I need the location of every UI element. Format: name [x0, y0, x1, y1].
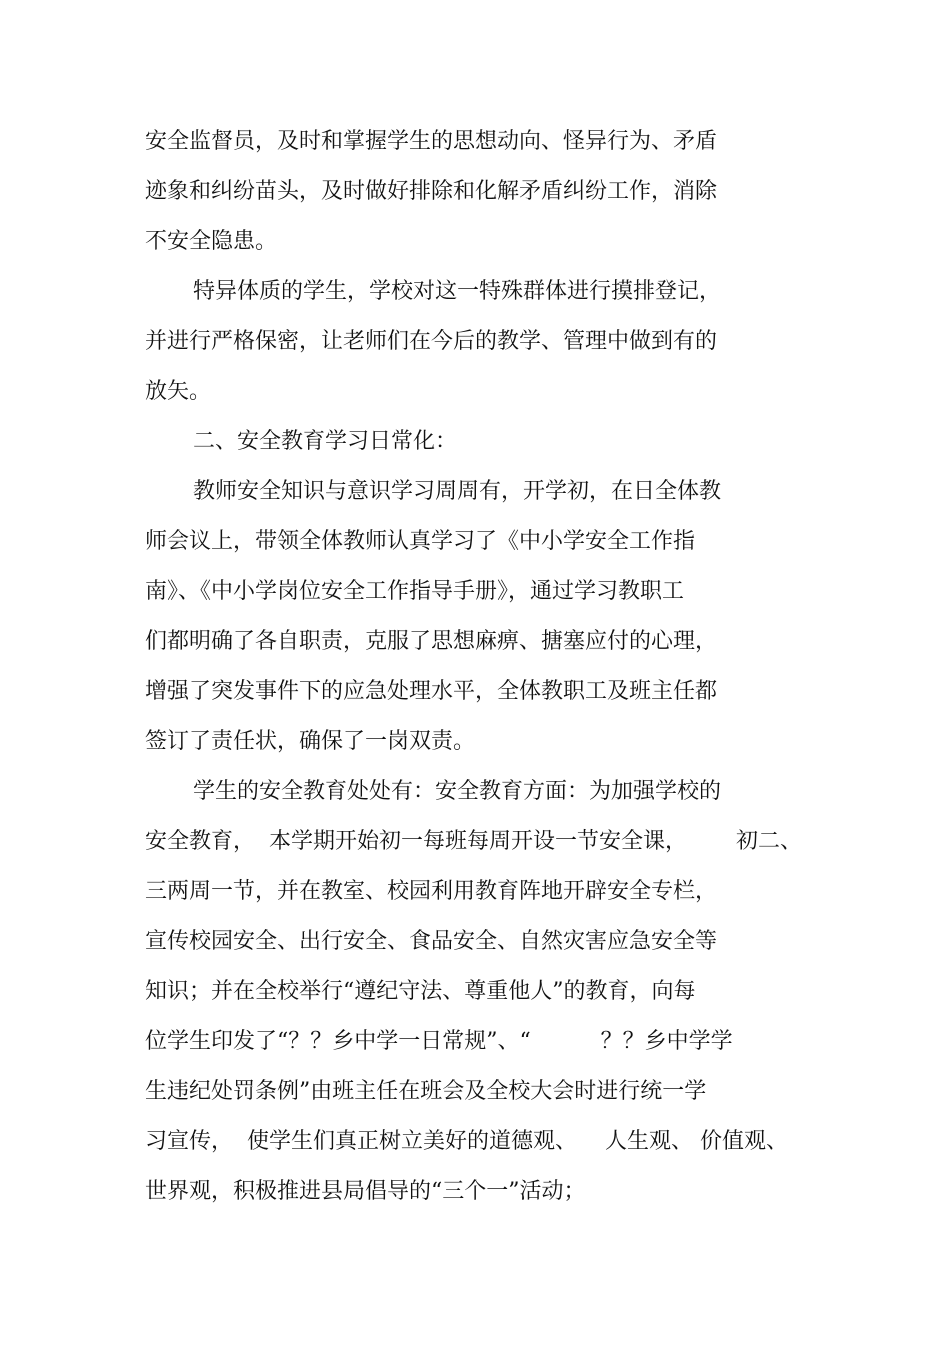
- text-line: 生违纪处罚条例”由班主任在班会及全校大会时进行统一学: [145, 1079, 707, 1104]
- text-line: 不安全隐患。: [145, 229, 278, 254]
- text-line: 迹象和纠纷苗头，及时做好排除和化解矛盾纠纷工作，消除: [145, 179, 718, 204]
- text-line: 宣传校园安全、出行安全、食品安全、自然灾害应急安全等: [145, 929, 718, 954]
- section-heading: 二、安全教育学习日常化：: [193, 429, 458, 454]
- paragraph-first-line: 特异体质的学生，学校对这一特殊群体进行摸排登记，: [193, 279, 722, 304]
- text-line: 位学生印发了“？？乡中学一日常规”、“ ？？乡中学学: [145, 1029, 733, 1054]
- text-line: 并进行严格保密，让老师们在今后的教学、管理中做到有的: [145, 329, 718, 354]
- text-line: 三两周一节，并在教室、校园利用教育阵地开辟安全专栏，: [145, 879, 718, 904]
- text-line: 师会议上，带领全体教师认真学习了《中小学安全工作指: [145, 529, 696, 554]
- paragraph-first-line: 教师安全知识与意识学习周周有，开学初，在日全体教: [193, 479, 722, 504]
- text-line: 知识；并在全校举行“遵纪守法、尊重他人”的教育，向每: [145, 979, 696, 1004]
- text-line: 放矢。: [145, 379, 212, 404]
- text-line: 签订了责任状，确保了一岗双责。: [145, 729, 476, 754]
- text-line: 南》、《中小学岗位安全工作指导手册》，通过学习教职工: [145, 579, 685, 604]
- text-line: 们都明确了各自职责，克服了思想麻痹、搪塞应付的心理，: [145, 629, 718, 654]
- text-line: 安全监督员，及时和掌握学生的思想动向、怪异行为、矛盾: [145, 129, 718, 154]
- text-line: 世界观，积极推进县局倡导的“三个一”活动；: [145, 1179, 586, 1204]
- text-line: 安全教育， 本学期开始初一每班每周开设一节安全课， 初二、: [145, 829, 802, 854]
- text-line: 增强了突发事件下的应急处理水平，全体教职工及班主任都: [145, 679, 718, 704]
- paragraph-first-line: 学生的安全教育处处有：安全教育方面：为加强学校的: [193, 779, 722, 804]
- text-line: 习宣传， 使学生们真正树立美好的道德观、 人生观、 价值观、: [145, 1129, 788, 1154]
